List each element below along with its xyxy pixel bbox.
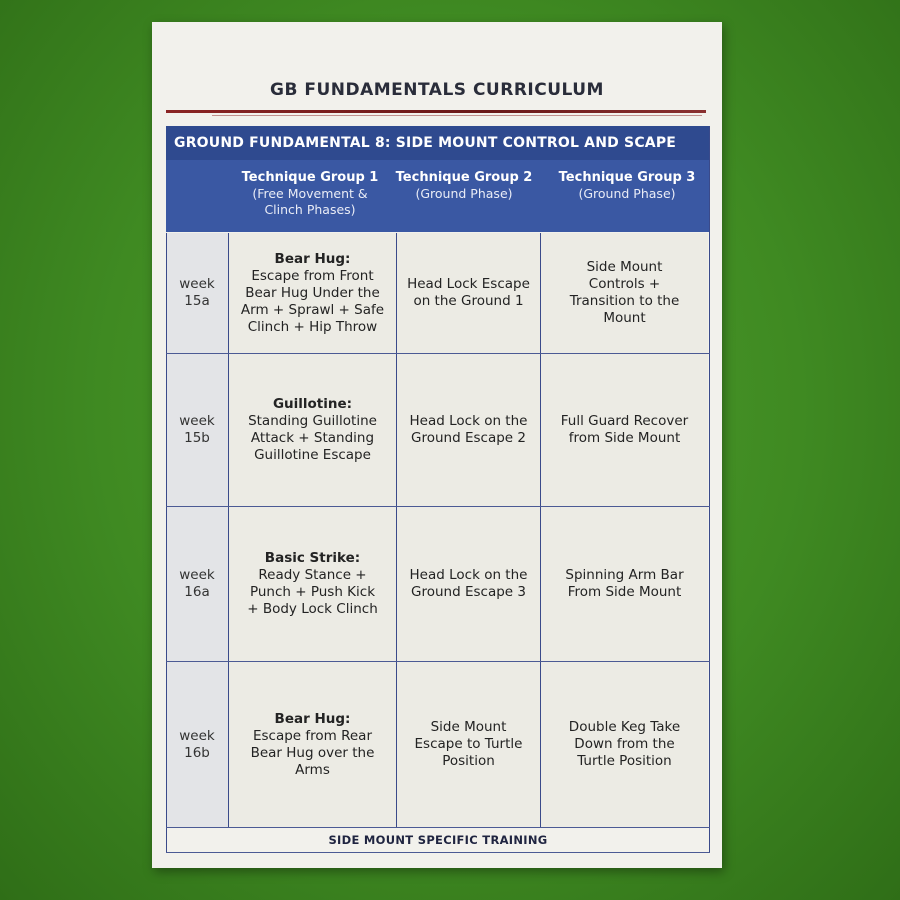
technique-text: Spinning Arm Bar From Side Mount <box>565 567 684 600</box>
column-subtitle: (Free Movement & Clinch Phases) <box>252 186 368 217</box>
row-divider <box>166 506 710 507</box>
technique-cell-group-2 <box>397 662 540 827</box>
technique-text: Escape from Front Bear Hug Under the Arm + Sprawl + Safe Clinch + Hip Throw <box>240 267 385 335</box>
technique-text: Side Mount Controls + Transition to the Mount <box>569 259 680 326</box>
technique-cell-group-1 <box>229 233 396 353</box>
column-title: Technique Group 3 <box>558 170 696 185</box>
column-header-group-3 <box>552 170 702 202</box>
week-cell <box>166 233 228 353</box>
column-title: Technique Group 1 <box>241 170 379 185</box>
technique-cell-group-1 <box>229 354 396 506</box>
curriculum-sheet <box>152 22 722 868</box>
technique-cell-group-3 <box>541 233 708 353</box>
table-border-bottom <box>166 852 710 853</box>
column-divider <box>540 233 541 828</box>
technique-cell-group-2 <box>397 233 540 353</box>
technique-cell-group-3 <box>541 507 708 661</box>
column-title: Technique Group 2 <box>395 170 533 185</box>
technique-text: Full Guard Recover from Side Mount <box>560 413 689 446</box>
column-header-row <box>166 160 710 232</box>
technique-cell-group-3 <box>541 354 708 506</box>
row-divider <box>166 661 710 662</box>
table-border-left <box>166 233 167 853</box>
week-cell <box>166 662 228 827</box>
technique-cell-group-2 <box>397 354 540 506</box>
column-header-group-2 <box>392 170 536 202</box>
table-border-right <box>709 126 710 853</box>
title-divider-thin <box>212 115 702 116</box>
technique-text: Escape from Rear Bear Hug over the Arms <box>250 727 375 778</box>
column-header-group-1 <box>230 170 390 218</box>
technique-text: Standing Guillotine Attack + Standing Guillotine Escape <box>248 413 377 463</box>
column-subtitle: (Ground Phase) <box>415 186 513 201</box>
section-banner: GROUND FUNDAMENTAL 8: SIDE MOUNT CONTROL AND SCAPE <box>166 126 710 160</box>
table-footer: SIDE MOUNT SPECIFIC TRAINING <box>328 833 548 847</box>
week-cell <box>166 354 228 506</box>
row-divider <box>166 353 710 354</box>
column-divider <box>396 233 397 828</box>
technique-text: Head Lock Escape on the Ground 1 <box>407 276 530 309</box>
week-label: week 16b <box>179 727 215 761</box>
column-divider <box>228 233 229 828</box>
technique-text: Head Lock on the Ground Escape 2 <box>409 413 528 446</box>
technique-text: Double Keg Take Down from the Turtle Position <box>568 719 681 769</box>
technique-cell-group-1 <box>229 662 396 827</box>
week-label: week 15b <box>179 413 215 446</box>
technique-text: Head Lock on the Ground Escape 3 <box>409 567 528 600</box>
document-title: GB FUNDAMENTALS CURRICULUM <box>270 80 604 100</box>
week-cell <box>166 507 228 661</box>
technique-title: Bear Hug: <box>274 710 351 727</box>
week-label: week 15a <box>179 276 215 309</box>
technique-cell-group-2 <box>397 507 540 661</box>
technique-cell-group-3 <box>541 662 708 827</box>
technique-text: Side Mount Escape to Turtle Position <box>414 719 523 769</box>
title-divider <box>166 110 706 113</box>
week-label: week 16a <box>179 567 215 600</box>
technique-title: Bear Hug: <box>274 250 351 267</box>
technique-title: Basic Strike: <box>264 550 361 566</box>
technique-cell-group-1 <box>229 507 396 661</box>
column-subtitle: (Ground Phase) <box>578 186 676 201</box>
technique-title: Guillotine: <box>272 396 353 412</box>
technique-text: Ready Stance + Punch + Push Kick + Body Lock Clinch <box>247 567 378 617</box>
